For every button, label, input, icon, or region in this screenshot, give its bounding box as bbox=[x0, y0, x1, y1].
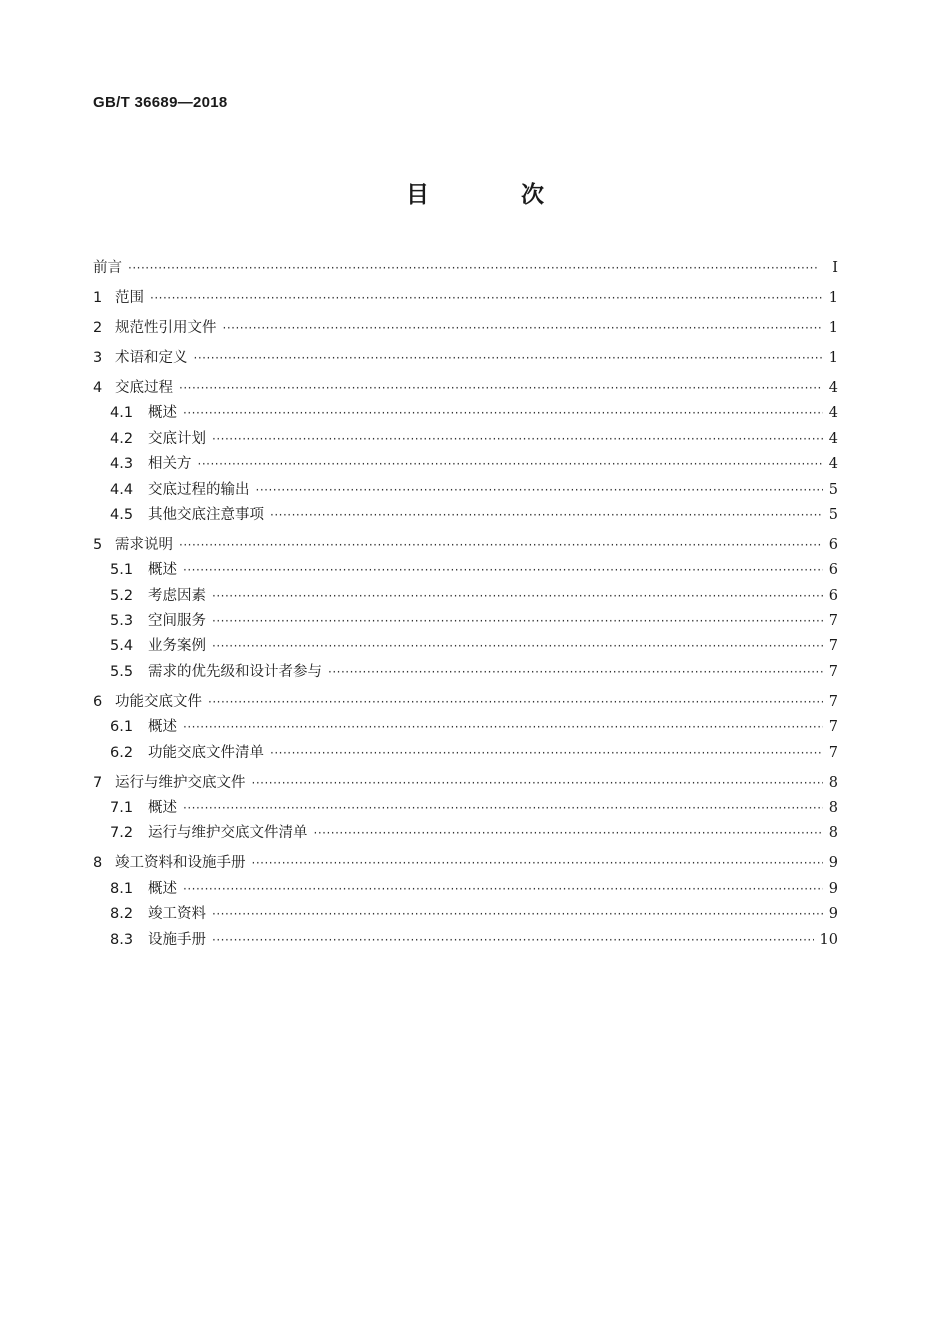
dot-leader bbox=[328, 660, 823, 685]
dot-leader bbox=[252, 771, 823, 796]
toc-entry-page: 1 bbox=[828, 319, 838, 336]
toc-entry-label: 其他交底注意事项 bbox=[148, 506, 264, 523]
toc-entry[interactable] bbox=[93, 376, 838, 401]
dot-leader bbox=[179, 376, 823, 401]
toc-entry-page: 4 bbox=[828, 379, 838, 396]
toc-entry[interactable] bbox=[93, 660, 838, 685]
toc-entry-label: 概述 bbox=[148, 880, 177, 897]
dot-leader bbox=[270, 503, 823, 528]
toc-entry-page: 7 bbox=[828, 693, 838, 710]
toc-entry-number: 5.2 bbox=[110, 587, 134, 604]
toc-entry-number: 4.3 bbox=[110, 456, 134, 473]
toc-entry-label: 运行与维护交底文件清单 bbox=[148, 825, 308, 842]
toc-entry[interactable] bbox=[93, 452, 838, 477]
toc-entry-number: 5.4 bbox=[110, 638, 134, 655]
toc-entry-page: 4 bbox=[828, 456, 838, 473]
dot-leader bbox=[183, 558, 823, 583]
toc-entry[interactable] bbox=[93, 503, 838, 528]
dot-leader bbox=[212, 902, 823, 927]
toc-entry-label: 范围 bbox=[115, 289, 144, 306]
toc-entry-number: 8.2 bbox=[110, 906, 134, 923]
toc-entry-label: 概述 bbox=[148, 562, 177, 579]
toc-entry-label: 需求说明 bbox=[115, 536, 173, 553]
toc-entry-number: 6.2 bbox=[110, 744, 134, 761]
toc-entry-number: 4.4 bbox=[110, 481, 134, 498]
toc-entry-label: 概述 bbox=[148, 405, 177, 422]
toc-entry[interactable] bbox=[93, 478, 838, 503]
toc-entry[interactable] bbox=[93, 690, 838, 715]
toc-entry-number: 6.1 bbox=[110, 719, 134, 736]
toc-entry-number: 5 bbox=[93, 536, 103, 553]
toc-entry-page: 4 bbox=[828, 430, 838, 447]
toc-entry[interactable] bbox=[93, 427, 838, 452]
toc-entry-number: 6 bbox=[93, 693, 103, 710]
toc-entry[interactable] bbox=[93, 316, 838, 341]
toc-entry[interactable] bbox=[93, 584, 838, 609]
dot-leader bbox=[314, 821, 823, 846]
toc-entry-label: 术语和定义 bbox=[115, 349, 188, 366]
dot-leader bbox=[252, 851, 823, 876]
toc-entry-page: 1 bbox=[828, 349, 838, 366]
toc-entry[interactable] bbox=[93, 741, 838, 766]
dot-leader bbox=[183, 715, 823, 740]
dot-leader bbox=[212, 609, 823, 634]
toc-entry-number: 5.1 bbox=[110, 562, 134, 579]
toc-entry-label: 业务案例 bbox=[148, 638, 206, 655]
toc-entry[interactable] bbox=[93, 771, 838, 796]
toc-entry-page: 7 bbox=[828, 663, 838, 680]
toc-entry-page: 5 bbox=[828, 481, 838, 498]
toc-entry-page: 10 bbox=[819, 931, 838, 948]
dot-leader bbox=[183, 796, 823, 821]
toc-entry-number: 7.2 bbox=[110, 825, 134, 842]
toc-entry-page: 6 bbox=[828, 562, 838, 579]
toc-entry-page: 8 bbox=[828, 774, 838, 791]
toc-entry-page: 7 bbox=[828, 744, 838, 761]
toc-entry-label: 竣工资料 bbox=[148, 906, 206, 923]
dot-leader bbox=[212, 928, 814, 953]
toc-entry-page: 7 bbox=[828, 719, 838, 736]
dot-leader bbox=[256, 478, 823, 503]
dot-leader bbox=[198, 452, 823, 477]
toc-entry-label: 相关方 bbox=[148, 456, 192, 473]
toc-entry-number: 4.2 bbox=[110, 430, 134, 447]
toc-entry-number: 5.5 bbox=[110, 663, 134, 680]
table-of-contents bbox=[93, 256, 838, 953]
toc-entry[interactable] bbox=[93, 928, 838, 953]
toc-entry-page: 6 bbox=[828, 536, 838, 553]
toc-entry-page: 9 bbox=[828, 880, 838, 897]
toc-entry-label: 设施手册 bbox=[148, 931, 206, 948]
toc-entry-number: 5.3 bbox=[110, 613, 134, 630]
toc-entry-number: 4.1 bbox=[110, 405, 134, 422]
toc-entry-number: 7.1 bbox=[110, 799, 134, 816]
toc-entry-page: 7 bbox=[828, 613, 838, 630]
toc-entry-label: 前言 bbox=[93, 260, 122, 276]
toc-entry[interactable] bbox=[93, 558, 838, 583]
toc-entry-number: 8.1 bbox=[110, 880, 134, 897]
toc-entry-page: 9 bbox=[828, 906, 838, 923]
toc-entry[interactable] bbox=[93, 609, 838, 634]
dot-leader bbox=[150, 286, 823, 311]
toc-entry-number: 7 bbox=[93, 774, 103, 791]
toc-entry-label: 概述 bbox=[148, 719, 177, 736]
toc-entry-label: 功能交底文件 bbox=[115, 693, 202, 710]
toc-entry[interactable] bbox=[93, 286, 838, 311]
toc-entry-page: 9 bbox=[828, 855, 838, 872]
toc-entry-number: 1 bbox=[93, 289, 103, 306]
toc-entry-label: 竣工资料和设施手册 bbox=[115, 855, 246, 872]
dot-leader bbox=[212, 634, 823, 659]
toc-entry-page: 4 bbox=[828, 405, 838, 422]
toc-entry-page: 7 bbox=[828, 638, 838, 655]
toc-entry-page: 5 bbox=[828, 506, 838, 523]
toc-entry-page: 1 bbox=[828, 289, 838, 306]
toc-entry-label: 交底过程 bbox=[115, 379, 173, 396]
toc-entry[interactable] bbox=[93, 851, 838, 876]
toc-entry-label: 交底计划 bbox=[148, 430, 206, 447]
toc-entry[interactable] bbox=[93, 256, 838, 281]
dot-leader bbox=[179, 533, 823, 558]
toc-entry[interactable] bbox=[93, 715, 838, 740]
toc-entry[interactable] bbox=[93, 796, 838, 821]
dot-leader bbox=[208, 690, 823, 715]
standard-code: GB/T 36689—2018 bbox=[93, 94, 228, 111]
dot-leader bbox=[212, 584, 823, 609]
toc-entry-label: 规范性引用文件 bbox=[115, 319, 217, 336]
page-title: 目 次 bbox=[405, 182, 586, 208]
toc-entry-label: 功能交底文件清单 bbox=[148, 744, 264, 761]
toc-entry-label: 需求的优先级和设计者参与 bbox=[148, 663, 322, 680]
toc-entry-number: 8.3 bbox=[110, 931, 134, 948]
toc-entry-label: 空间服务 bbox=[148, 613, 206, 630]
toc-entry-page: 8 bbox=[828, 799, 838, 816]
toc-entry[interactable] bbox=[93, 877, 838, 902]
toc-entry-label: 概述 bbox=[148, 799, 177, 816]
toc-entry[interactable] bbox=[93, 346, 838, 371]
dot-leader bbox=[183, 877, 823, 902]
toc-entry[interactable] bbox=[93, 401, 838, 426]
toc-entry-label: 交底过程的输出 bbox=[148, 481, 250, 498]
toc-entry-number: 3 bbox=[93, 349, 103, 366]
toc-entry-number: 4.5 bbox=[110, 506, 134, 523]
dot-leader bbox=[223, 316, 823, 341]
toc-entry-label: 考虑因素 bbox=[148, 587, 206, 604]
toc-entry[interactable] bbox=[93, 821, 838, 846]
toc-entry-label: 运行与维护交底文件 bbox=[115, 774, 246, 791]
toc-entry-number: 8 bbox=[93, 855, 103, 872]
dot-leader bbox=[194, 346, 823, 371]
toc-entry-number: 2 bbox=[93, 319, 103, 336]
toc-entry-number: 4 bbox=[93, 379, 103, 396]
dot-leader bbox=[270, 741, 823, 766]
toc-entry[interactable] bbox=[93, 533, 838, 558]
toc-entry-page: 6 bbox=[828, 587, 838, 604]
toc-entry[interactable] bbox=[93, 634, 838, 659]
dot-leader bbox=[128, 256, 824, 281]
dot-leader bbox=[183, 401, 823, 426]
toc-entry-page: 8 bbox=[828, 825, 838, 842]
toc-entry-page: Ⅰ bbox=[832, 260, 838, 276]
toc-entry[interactable] bbox=[93, 902, 838, 927]
dot-leader bbox=[212, 427, 823, 452]
